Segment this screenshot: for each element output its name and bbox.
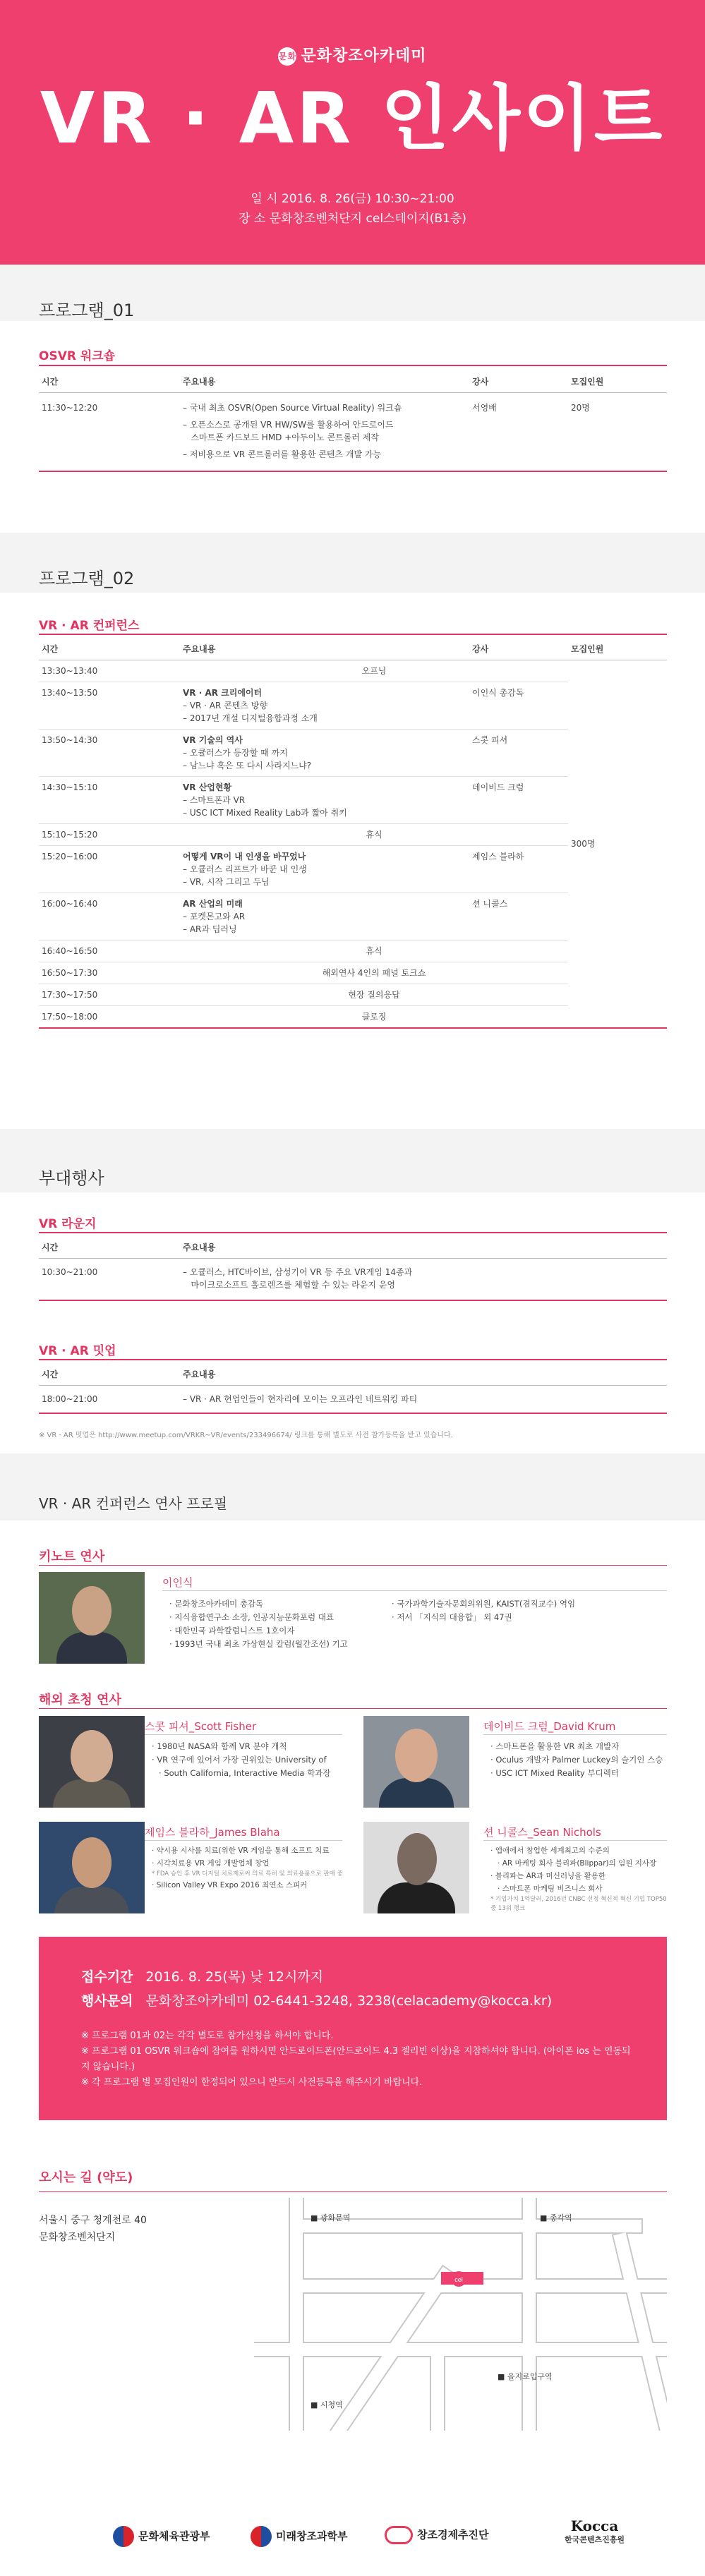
table-row	[39, 1259, 667, 1301]
event-date: 일 시 2016. 8. 26(금) 10:30~21:00	[251, 192, 454, 206]
map-rule	[39, 2191, 667, 2192]
desc-line: · Oculus 개발자 Palmer Luckey의 슬기인 스승	[490, 1753, 667, 1767]
overseas-heading: 해외 초청 연사	[39, 1693, 121, 1707]
program1-table	[39, 370, 667, 472]
row-time: 16:50~17:30	[39, 962, 180, 984]
program2-rule	[39, 634, 667, 635]
row-content: – VR · AR 현업인들이 현자리에 모이는 오프라인 네트워킹 파티	[180, 1386, 667, 1414]
row-time: 16:40~16:50	[39, 941, 180, 962]
org-name: 한국콘텐츠진흥원	[565, 2535, 625, 2544]
desc-line: · 지식융합연구소 소장, 인공지능문화포럼 대표	[169, 1611, 381, 1624]
program1-title: 프로그램_01	[39, 301, 135, 320]
org-name: 창조경제추진단	[417, 2528, 489, 2541]
kocca-logo-text: Kocca	[570, 2517, 619, 2534]
speaker-photo-nichols	[363, 1822, 469, 1913]
desc-line: · South California, Interactive Media 학과장	[152, 1767, 349, 1780]
map-diagram	[254, 2198, 667, 2431]
program2-subtitle: VR · AR 컨퍼런스	[39, 619, 140, 633]
program1-rule	[39, 365, 667, 366]
extra-title: 부대행사	[39, 1168, 104, 1188]
row-time: 15:20~16:00	[39, 846, 180, 893]
col-time: 시간	[39, 370, 180, 393]
row-content: 오프닝	[180, 660, 568, 682]
col-capacity: 모집인원	[568, 370, 667, 393]
speaker-desc-blaha	[152, 1844, 353, 1892]
speaker-desc-lee-right	[392, 1597, 667, 1624]
content-line: – VR · AR 콘텐츠 방향	[183, 701, 267, 710]
note-line: ※ 각 프로그램 별 모집인원이 한정되어 있으니 반드시 사전등록을 해주시기 바랍니다.	[81, 2075, 632, 2091]
photo-face	[71, 1730, 113, 1782]
station-label: 을지로입구역	[507, 2372, 553, 2381]
registration-notes	[81, 2028, 632, 2091]
org-kocca	[565, 2519, 625, 2547]
station-cityhall: ■ 시청역	[311, 2400, 343, 2409]
table-row	[39, 393, 667, 472]
desc-line: · AR 마케팅 회사 블리파(Blippar)의 임원 지사장	[490, 1857, 670, 1870]
table-row	[39, 1386, 667, 1414]
program2-title: 프로그램_02	[39, 569, 135, 588]
row-speaker: 션 니콜스	[469, 893, 568, 941]
row-time: 13:40~13:50	[39, 682, 180, 730]
session-title: VR 기술의 역사	[183, 735, 243, 745]
speaker-desc-lee-left	[169, 1597, 381, 1651]
row-speaker: 제임스 블라하	[469, 846, 568, 893]
note-line: ※ 프로그램 01 OSVR 워크숍에 참여를 원하시면 안드로이드폰(안드로이드 4.3 젤리빈 이상)을 지참하셔야 합니다. (아이폰 ios 는 연동되지 않습니다.)	[81, 2044, 632, 2075]
row-time: 11:30~12:20	[39, 393, 180, 472]
table-header	[39, 638, 667, 660]
org-msip	[251, 2526, 347, 2547]
photo-body	[54, 1887, 129, 1913]
row-speaker: 데이비드 크럼	[469, 777, 568, 824]
note-line: ※ 프로그램 01과 02는 각각 별도로 참가신청을 하셔야 합니다.	[81, 2028, 632, 2044]
speaker-name-lee: 이인식	[162, 1576, 193, 1589]
row-time: 16:00~16:40	[39, 893, 180, 941]
speaker-divider	[145, 1840, 342, 1841]
content-line: – VR, 시작 그리고 두님	[183, 877, 270, 887]
speaker-name-nichols: 션 니콜스_Sean Nichols	[483, 1826, 601, 1839]
row-content: 휴식	[180, 941, 568, 962]
map-title: 오시는 길 (약도)	[39, 2170, 133, 2185]
photo-face	[72, 1837, 112, 1888]
col-time: 시간	[39, 1363, 180, 1386]
program2-table	[39, 638, 667, 1029]
academy-logo-icon: 문화	[278, 47, 296, 66]
row-content: 해외연사 4인의 패널 토크쇼	[180, 962, 568, 984]
period-value: 2016. 8. 25(목) 낮 12시까지	[145, 1969, 324, 1985]
row-content: 클로징	[180, 1006, 568, 1029]
content-line: – AR과 딥러닝	[183, 924, 237, 934]
content-line: – 2017년 개설 디지털융합과정 소개	[183, 713, 318, 723]
station-label: 종각역	[549, 2213, 572, 2223]
session-title: VR · AR 크리에이터	[183, 688, 263, 698]
program1-subtitle: OSVR 워크숍	[39, 349, 116, 363]
content-line: 마이크로소프트 홀로렌즈를 체험할 수 있는 라운지 운영	[183, 1280, 395, 1290]
keynote-rule	[39, 1565, 667, 1566]
col-content: 주요내용	[180, 1363, 667, 1386]
map-address	[39, 2212, 147, 2246]
col-content: 주요내용	[180, 1236, 667, 1259]
speaker-photo-krum	[363, 1716, 469, 1808]
desc-line: · 블리파는 AR과 머신러닝을 활용한	[490, 1870, 670, 1882]
desc-line: · 약시용 시사를 치료(위한 VR 게임을 통해 소프트 치료	[152, 1844, 353, 1857]
org-creative-economy	[385, 2526, 488, 2544]
row-content	[180, 682, 469, 730]
desc-line: · 대한민국 과학칼럼니스트 1호이자	[169, 1624, 381, 1638]
content-line: – 오픈소스로 공개된 VR HW/SW를 활용하여 안드로이드	[183, 420, 394, 430]
org-name: 미래창조과학부	[276, 2529, 348, 2543]
desc-line: · 1980년 NASA와 함께 VR 분야 개척	[152, 1740, 349, 1753]
content-line: 스마트폰 카드보드 HMD +아두이노 콘트롤러 제작	[183, 433, 379, 442]
speaker-name-krum: 데이비드 크럼_David Krum	[483, 1720, 616, 1733]
desc-footnote: * FDA 승인 후 VR 디지털 치료제로써 의료 특허 및 의료용품으로 판매 중	[152, 1870, 343, 1877]
taegeuk-icon	[113, 2526, 134, 2547]
meetup-note: ※ VR · AR 밋업은 http://www.meetup.com/VRKR~VR/events/233496674/ 링크를 통해 별도로 사전 참가등록을 받고 있습니다.	[39, 1432, 453, 1439]
overseas-rule	[39, 1708, 667, 1709]
desc-line: · 앱애에서 창업한 세계최고의 수준의	[490, 1844, 670, 1857]
speaker-divider	[483, 1734, 667, 1735]
speaker-divider	[483, 1840, 667, 1841]
col-time: 시간	[39, 1236, 180, 1259]
col-speaker: 강사	[469, 638, 568, 660]
creative-economy-icon	[385, 2526, 413, 2544]
row-content	[180, 893, 469, 941]
desc-line: · 시각치료용 VR 게임 개발업체 창업	[152, 1857, 353, 1870]
content-line: – 오큘러스가 등장할 때 까지	[183, 748, 288, 758]
station-jonggak: ■ 종각역	[540, 2213, 572, 2223]
meetup-table	[39, 1363, 667, 1414]
speaker-photo-fisher	[39, 1716, 145, 1808]
photo-body	[56, 1632, 127, 1664]
photo-body	[379, 1778, 454, 1808]
content-line: – 포켓몬고와 AR	[183, 912, 246, 921]
speaker-photo-lee	[39, 1572, 145, 1664]
registration-box	[39, 1937, 667, 2120]
table-row	[39, 660, 667, 682]
photo-body	[378, 1882, 455, 1913]
address-line: 서울시 중구 청계천로 40	[39, 2215, 147, 2226]
desc-line: · 국가과학기술자문회의위원, KAIST(겸직교수) 역임	[392, 1597, 667, 1611]
col-content: 주요내용	[180, 370, 469, 393]
row-time: 15:10~15:20	[39, 824, 180, 846]
row-content	[180, 846, 469, 893]
map-svg	[254, 2198, 667, 2431]
content-line: – 국내 최초 OSVR(Open Source Virtual Reality) 워크숍	[183, 403, 402, 413]
content-line: – 스마트폰과 VR	[183, 795, 246, 805]
speaker-desc-krum	[490, 1740, 667, 1780]
address-line: 문화창조벤처단지	[39, 2232, 116, 2243]
meetup-subtitle: VR · AR 밋업	[39, 1344, 116, 1358]
row-time: 10:30~21:00	[39, 1259, 180, 1301]
col-content: 주요내용	[180, 638, 469, 660]
row-speaker: 이인식 총감독	[469, 682, 568, 730]
extra-band	[0, 1129, 705, 1192]
table-header	[39, 370, 667, 393]
brand	[0, 44, 705, 66]
event-info	[0, 189, 705, 229]
col-capacity: 모집인원	[568, 638, 667, 660]
table-header	[39, 1236, 667, 1259]
registration-contact	[81, 1990, 552, 2009]
content-line: – 오큘러스, HTC바이브, 삼성기어 VR 등 주요 VR게임 14종과	[183, 1267, 413, 1277]
row-time: 13:50~14:30	[39, 730, 180, 777]
row-content	[180, 730, 469, 777]
content-line: – 오큘러스 리프트가 바꾼 내 인생	[183, 864, 307, 874]
speaker-desc-nichols	[490, 1844, 670, 1913]
row-time: 17:30~17:50	[39, 984, 180, 1006]
event-place: 장 소 문화창조벤처단지 cel스테이지(B1층)	[239, 212, 466, 226]
row-capacity: 20명	[568, 393, 667, 472]
page-title: VR · AR 인사이트	[40, 77, 665, 159]
speakers-title: VR · AR 컨퍼런스 연사 프로필	[39, 1495, 228, 1512]
row-content	[180, 393, 469, 472]
row-time: 14:30~15:10	[39, 777, 180, 824]
lounge-rule	[39, 1232, 667, 1233]
desc-line: · 스마트폰을 활용한 VR 최초 개발자	[490, 1740, 667, 1753]
taegeuk-icon	[251, 2526, 272, 2547]
meetup-rule	[39, 1359, 667, 1360]
speaker-photo-blaha	[39, 1822, 145, 1913]
speaker-name-blaha: 제임스 블라하_James Blaha	[145, 1826, 280, 1839]
contact-value: 문화창조아카데미 02-6441-3248, 3238(celacademy@kocca.kr)	[145, 1993, 553, 2009]
row-content: 휴식	[180, 824, 568, 846]
photo-face	[72, 1586, 112, 1635]
desc-line: · 1993년 국내 최초 가상현실 칼럼(월간조선) 기고	[169, 1638, 381, 1651]
desc-line: · 저서 「지식의 대융합」 외 47권	[392, 1611, 667, 1624]
session-title: 어떻게 VR이 내 인생을 바꾸었나	[183, 852, 306, 861]
lounge-subtitle: VR 라운지	[39, 1217, 97, 1231]
org-name: 문화체육관광부	[138, 2529, 210, 2543]
row-time: 18:00~21:00	[39, 1386, 180, 1414]
station-label: 시청역	[320, 2400, 343, 2409]
col-speaker: 강사	[469, 370, 568, 393]
speaker-divider	[162, 1590, 667, 1591]
session-title: VR 산업현황	[183, 782, 232, 792]
keynote-heading: 키노트 연사	[39, 1549, 105, 1564]
photo-face	[397, 1833, 437, 1885]
row-time: 17:50~18:00	[39, 1006, 180, 1029]
session-title: AR 산업의 미래	[183, 899, 243, 909]
contact-label: 행사문의	[81, 1993, 133, 2009]
row-speaker: 서영배	[469, 393, 568, 472]
content-line: – 남느냐 혹은 또 다시 사라지느냐?	[183, 761, 312, 770]
row-content	[180, 1259, 667, 1301]
speaker-desc-fisher	[152, 1740, 349, 1780]
row-capacity: 300명	[568, 660, 667, 1029]
row-time: 13:30~13:40	[39, 660, 180, 682]
station-gwanghwamun: ■ 광화문역	[311, 2213, 351, 2223]
col-time: 시간	[39, 638, 180, 660]
desc-line: · VR 연구에 있어서 가장 권위있는 University of	[152, 1753, 349, 1767]
desc-line: · Silicon Valley VR Expo 2016 최연소 스피커	[152, 1879, 353, 1892]
station-euljiro: ■ 을지로입구역	[498, 2372, 553, 2381]
desc-line: · 문화창조아카데미 총감독	[169, 1597, 381, 1611]
desc-line: · 스마트폰 마케팅 비즈니스 회사	[490, 1882, 670, 1895]
row-content	[180, 777, 469, 824]
row-content: 현장 질의응답	[180, 984, 568, 1006]
row-speaker: 스콧 피셔	[469, 730, 568, 777]
hero-banner	[0, 0, 705, 265]
speaker-name-fisher: 스콧 피셔_Scott Fisher	[145, 1720, 257, 1733]
brand-name: 문화창조아카데미	[301, 47, 427, 65]
photo-body	[53, 1779, 131, 1808]
photo-face	[395, 1729, 438, 1782]
venue-marker-label: cel	[454, 2276, 463, 2283]
desc-line: · USC ICT Mixed Reality 부디렉터	[490, 1767, 667, 1780]
lounge-table	[39, 1236, 667, 1301]
desc-footnote: * 기업가치 1억달러, 2016년 CNBC 선정 혁신적 혁신 기업 TOP50 중 13위 랭크	[490, 1896, 667, 1912]
content-line: – USC ICT Mixed Reality Lab과 짧아 취키	[183, 808, 347, 818]
table-header	[39, 1363, 667, 1386]
content-line: – 저비용으로 VR 콘트롤러를 활용한 콘텐츠 개발 가능	[183, 449, 382, 459]
period-label: 접수기간	[81, 1969, 133, 1985]
station-label: 광화문역	[320, 2213, 351, 2223]
org-mcst	[113, 2526, 210, 2547]
footer-logos	[0, 2512, 705, 2561]
speaker-divider	[145, 1734, 342, 1735]
registration-period	[81, 1966, 323, 1985]
